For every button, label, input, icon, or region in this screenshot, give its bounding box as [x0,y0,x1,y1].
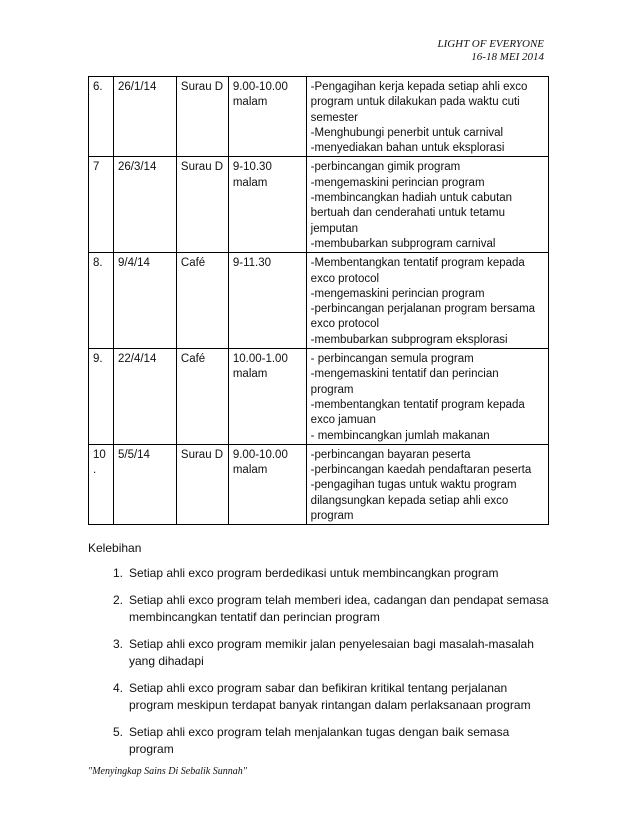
row-place-cell: Café [176,349,228,445]
activity-item: -membentangkan tentatif program kepada exco jamuan [310,398,525,427]
activity-item: -perbincangan kaedah pendaftaran peserta [310,464,532,477]
activity-item: -mengemaskini perincian program [310,176,485,189]
page-footer: "Menyingkap Sains Di Sebalik Sunnah" [88,766,247,777]
row-activities-cell [306,77,548,157]
activity-item: -Menghubungi penerbit untuk carnival [310,126,504,139]
activity-item: -membincangkan hadiah untuk cabutan bertuah dan cenderahati untuk tetamu jemputan [310,192,513,235]
list-item-number: 4. [113,681,124,695]
table-row [89,253,549,349]
row-date-cell: 9/4/14 [113,253,176,349]
activity-item: -mengemaskini perincian program [310,287,485,300]
row-date-cell: 22/4/14 [113,349,176,445]
row-time-cell: 9.00-10.00 malam [228,77,306,157]
activity-item: -Pengagihan kerja kepada setiap ahli exco program untuk dilakukan pada waktu cuti semester [310,81,528,124]
list-item-number: 5. [113,725,124,739]
row-time-cell: 9-11.30 [228,253,306,349]
header-date: 16-18 MEI 2014 [471,51,544,63]
row-number-cell: 10 . [89,444,114,524]
list-item-text: Setiap ahli exco program telah menjalankan tugas dengan baik semasa program [129,725,510,756]
list-item [113,724,553,758]
activity-item: -membubarkan subprogram carnival [310,237,496,250]
row-date-cell: 5/5/14 [113,444,176,524]
table-row [89,157,549,253]
list-item [113,636,553,670]
list-item-number: 3. [113,637,124,651]
row-date-cell: 26/1/14 [113,77,176,157]
row-number-cell: 6. [89,77,114,157]
list-item-text: Setiap ahli exco program berdedikasi untuk membincangkan program [129,566,499,580]
row-date-cell: 26/3/14 [113,157,176,253]
list-item-number: 1. [113,566,124,580]
activity-item: -menyediakan bahan untuk eksplorasi [310,142,505,155]
section-title-kelebihan: Kelebihan [88,541,142,555]
list-item [113,680,553,714]
activity-item: -perbincangan bayaran peserta [310,448,471,461]
activity-item: - perbincangan semula program [310,353,474,366]
list-item-number: 2. [113,593,124,607]
row-place-cell: Surau D [176,444,228,524]
row-place-cell: Café [176,253,228,349]
activity-item: -perbincangan perjalanan program bersama exco protocol [310,303,536,331]
row-time-cell: 10.00-1.00 malam [228,349,306,445]
list-item-text: Setiap ahli exco program sabar dan befikiran kritikal tentang perjalanan program meskipun terdapat banyak rintangan dalam perlaksanaan program [129,681,531,712]
row-number-cell: 7 [89,157,114,253]
table-row [89,349,549,445]
row-place-cell: Surau D [176,77,228,157]
activity-item: -pengagihan tugas untuk waktu program dilangsungkan kepada setiap ahli exco program [310,479,517,523]
list-item-text: Setiap ahli exco program memikir jalan penyelesaian bagi masalah-masalah yang dihadapi [129,637,534,668]
page-header [437,38,544,64]
row-time-cell: 9.00-10.00 malam [228,444,306,524]
table-row [89,77,549,157]
activity-item: -mengemaskini tentatif dan perincian program [310,368,499,396]
row-number-cell: 8. [89,253,114,349]
list-item [113,565,553,582]
row-activities-cell [306,253,548,349]
activity-item: -Membentangkan tentatif program kepada exco protocol [310,257,525,285]
row-time-cell: 9-10.30 malam [228,157,306,253]
activity-item: - membincangkan jumlah makanan [310,429,490,442]
meeting-schedule-table [88,76,549,525]
table-row [89,444,549,524]
header-title: LIGHT OF EVERYONE [437,38,544,50]
row-activities-cell [306,349,548,445]
list-item-text: Setiap ahli exco program telah memberi idea, cadangan dan pendapat semasa membincangkan tentatif dan perincian program [129,593,549,624]
schedule-table-body [89,77,549,525]
activity-item: -perbincangan gimik program [310,161,461,174]
activity-item: -membubarkan subprogram eksplorasi [310,333,508,346]
list-item [113,592,553,626]
row-place-cell: Surau D [176,157,228,253]
advantages-list [113,565,553,768]
row-activities-cell [306,444,548,524]
row-number-cell: 9. [89,349,114,445]
row-activities-cell [306,157,548,253]
